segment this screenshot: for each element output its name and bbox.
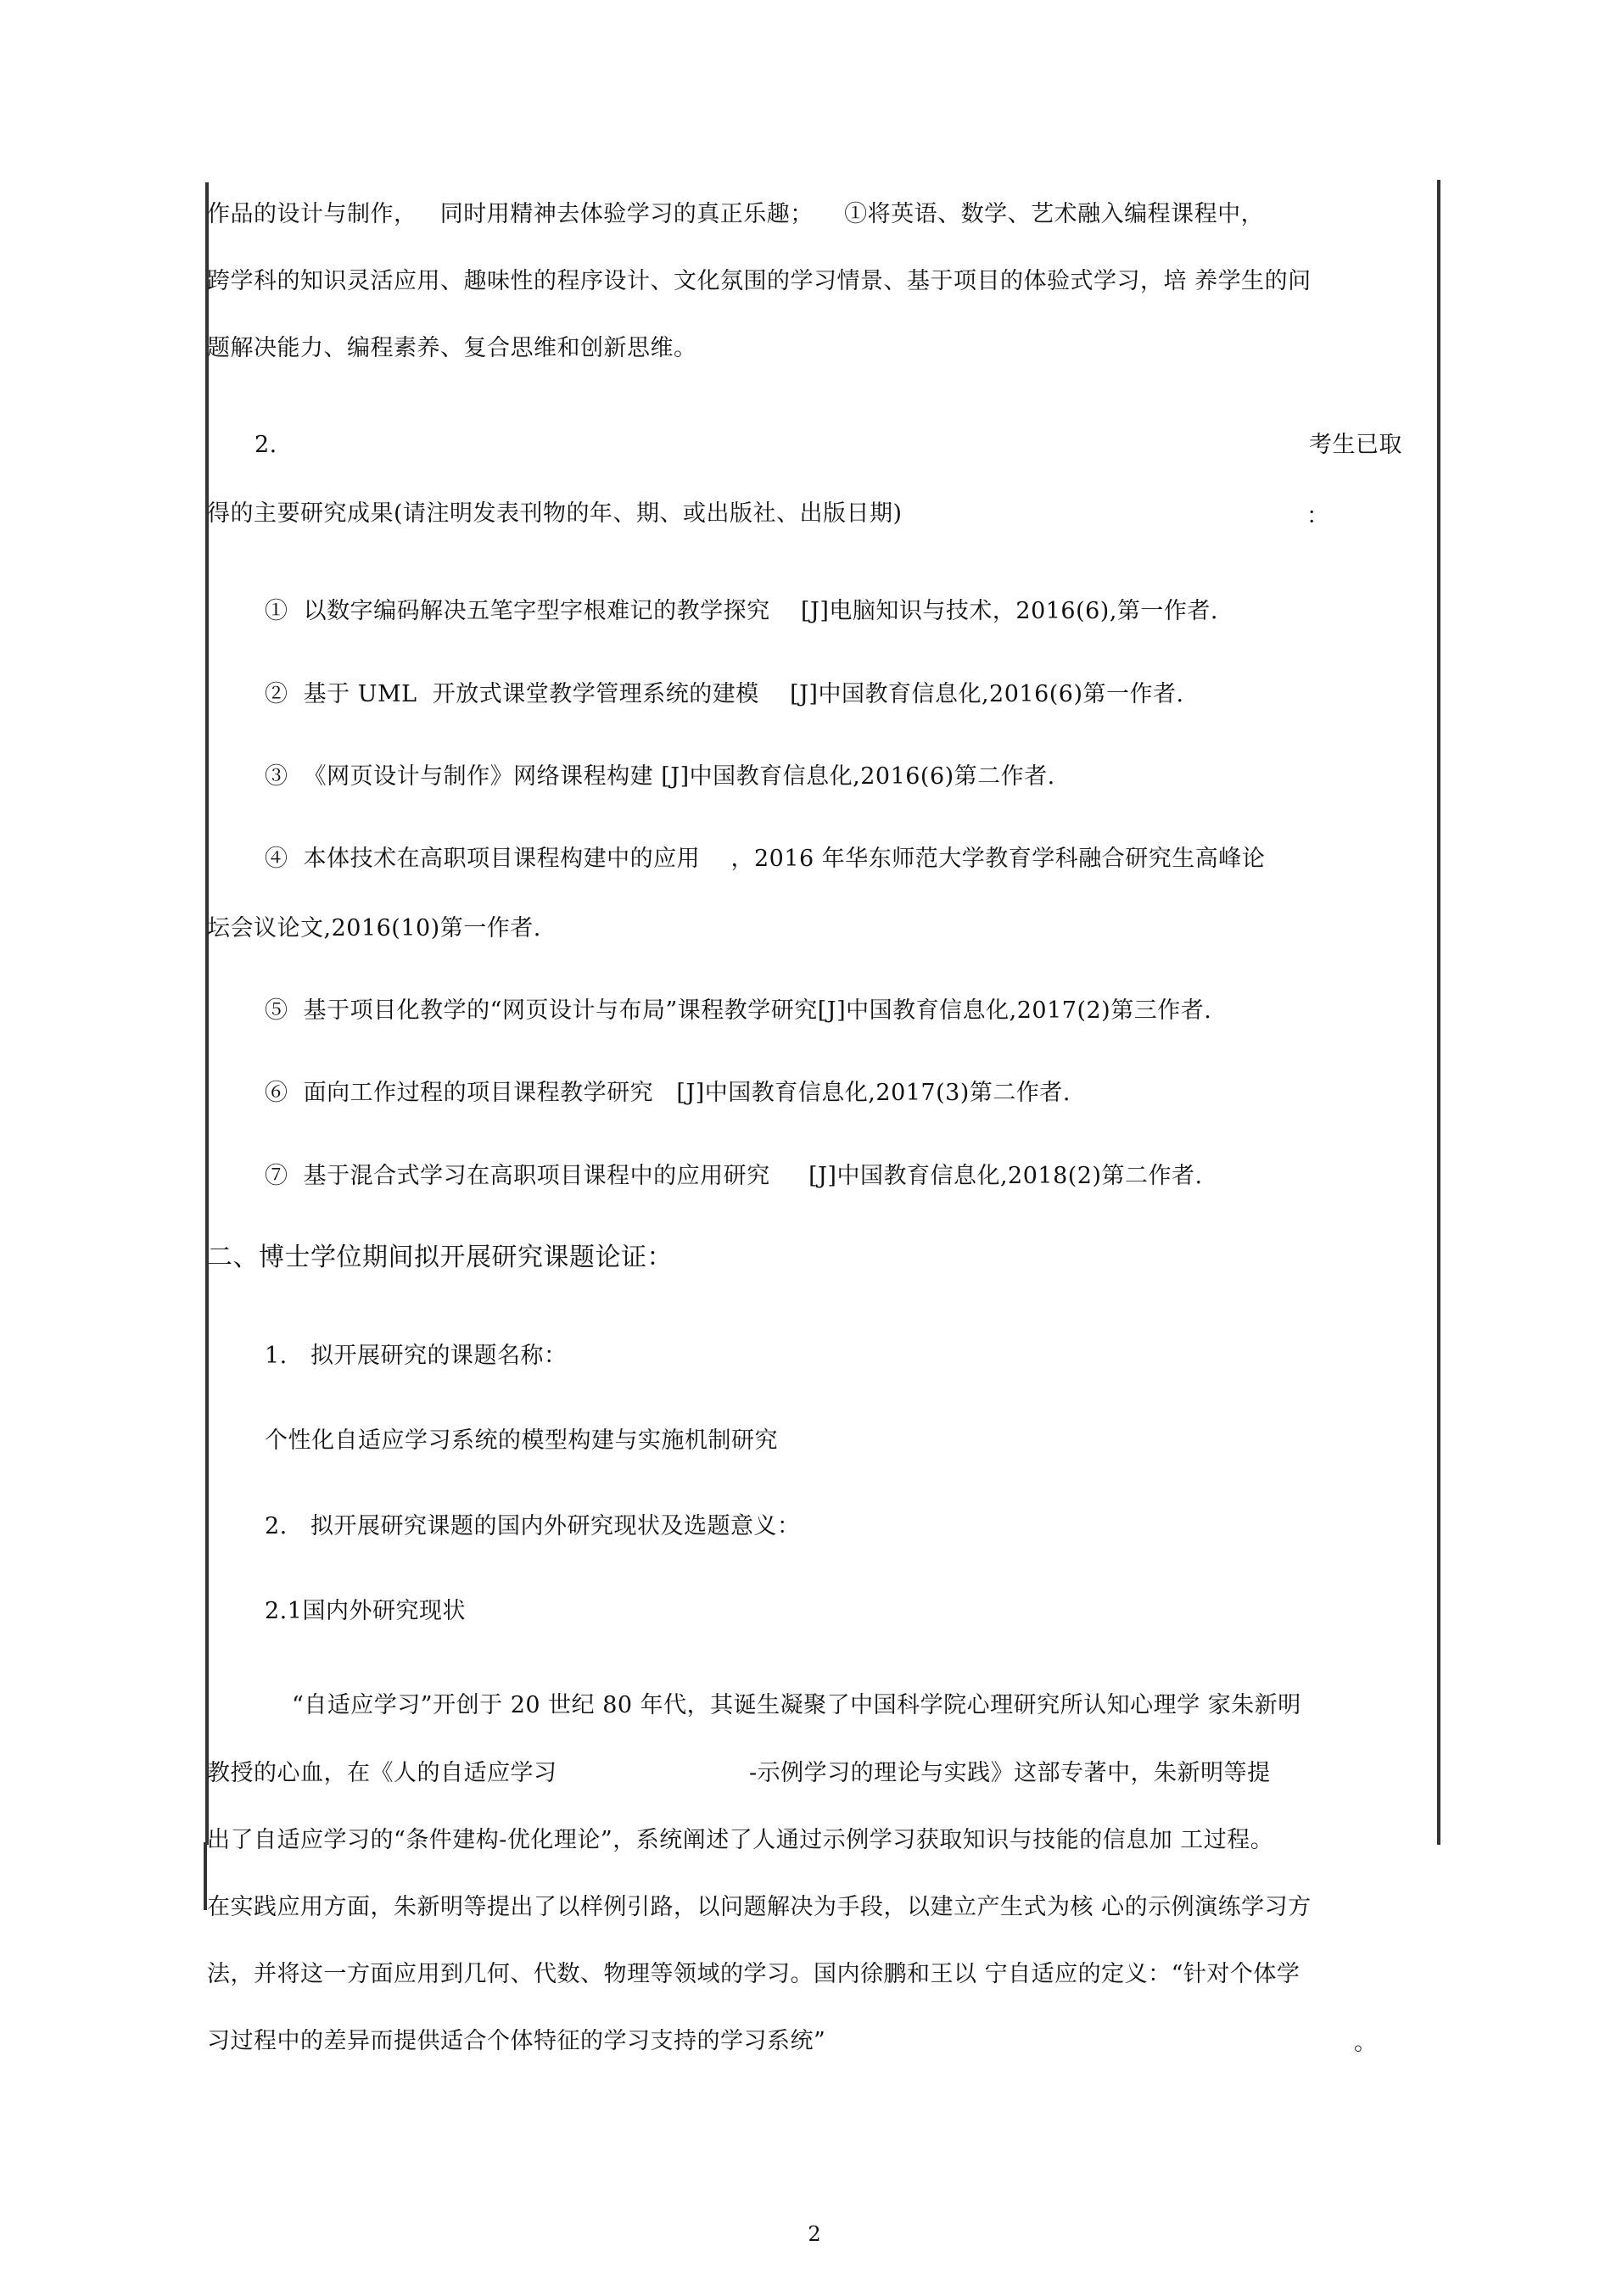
section-two-item-2: 2. 拟开展研究课题的国内外研究现状及选题意义： [265, 1513, 801, 1539]
results-title-colon: ： [1306, 503, 1330, 529]
section-two-item-2-1: 2.1国内外研究现状 [265, 1598, 466, 1624]
adaptive-line-4: 在实践应用方面，朱新明等提出了以样例引路，以问题解决为手段，以建立产生式为核 心的示例演练学习方 [207, 1894, 1312, 1920]
section-two-item-1: 1. 拟开展研究的课题名称： [265, 1343, 568, 1369]
result-item-4-cont: 坛会议论文,2016(10)第一作者. [207, 915, 541, 941]
result-item-2: ② 基于 UML 开放式课堂教学管理系统的建模 [J]中国教育信息化,2016(6)第一作者. [265, 681, 1184, 707]
adaptive-line-2a: 教授的心血，在《人的自适应学习 [207, 1760, 557, 1786]
adaptive-line-1: “自适应学习”开创于 20 世纪 80 年代，其诞生凝聚了中国科学院心理研究所认知心理学 家朱新明 [292, 1692, 1301, 1718]
table-border-right [1437, 180, 1440, 1845]
table-border-left [205, 182, 209, 1845]
intro-line-3: 题解决能力、编程素养、复合思维和创新思维。 [207, 335, 697, 361]
adaptive-line-5: 法，并将这一方面应用到几何、代数、物理等领域的学习。国内徐鹏和王以 宁自适应的定义：“针对个体学 [207, 1961, 1300, 1987]
result-item-7: ⑦ 基于混合式学习在高职项目课程中的应用研究 [J]中国教育信息化,2018(2)第二作者. [265, 1163, 1203, 1189]
result-item-1: ① 以数字编码解决五笔字型字根难记的教学探究 [J]电脑知识与技术，2016(6),第一作者. [265, 598, 1219, 624]
results-title-line-2: 得的主要研究成果(请注明发表刊物的年、期、或出版社、出版日期) [207, 500, 903, 527]
research-topic: 个性化自适应学习系统的模型构建与实施机制研究 [265, 1427, 778, 1454]
result-item-6: ⑥ 面向工作过程的项目课程教学研究 [J]中国教育信息化,2017(3)第二作者. [265, 1080, 1071, 1106]
intro-line-1: 作品的设计与制作， 同时用精神去体验学习的真正乐趣； ①将英语、数学、艺术融入编程课程中， [207, 201, 1265, 227]
page-number: 2 [808, 2222, 821, 2246]
adaptive-line-2b: -示例学习的理论与实践》这部专著中，朱新明等提 [749, 1760, 1271, 1786]
results-title-tail: 考生已取 [1309, 432, 1402, 458]
result-item-3: ③ 《网页设计与制作》网络课程构建 [J]中国教育信息化,2016(6)第二作者. [265, 763, 1055, 790]
adaptive-line-3: 出了自适应学习的“条件建构-优化理论”，系统阐述了人通过示例学习获取知识与技能的信息加 工过程。 [207, 1827, 1274, 1853]
section-two-heading: 二、博士学位期间拟开展研究课题论证： [207, 1243, 673, 1272]
result-item-5: ⑤ 基于项目化教学的“网页设计与布局”课程教学研究[J]中国教育信息化,2017(2)第三作者. [265, 997, 1212, 1024]
intro-line-2: 跨学科的知识灵活应用、趣味性的程序设计、文化氛围的学习情景、基于项目的体验式学习，培 养学生的问 [207, 268, 1312, 294]
adaptive-line-6-end: 。 [1354, 2030, 1378, 2056]
results-section-number: 2. [254, 432, 277, 458]
result-item-4: ④ 本体技术在高职项目课程构建中的应用 ，2016 年华东师范大学教育学科融合研究生高峰论 [265, 846, 1266, 872]
adaptive-line-6: 习过程中的差异而提供适合个体特征的学习支持的学习系统” [207, 2028, 826, 2054]
